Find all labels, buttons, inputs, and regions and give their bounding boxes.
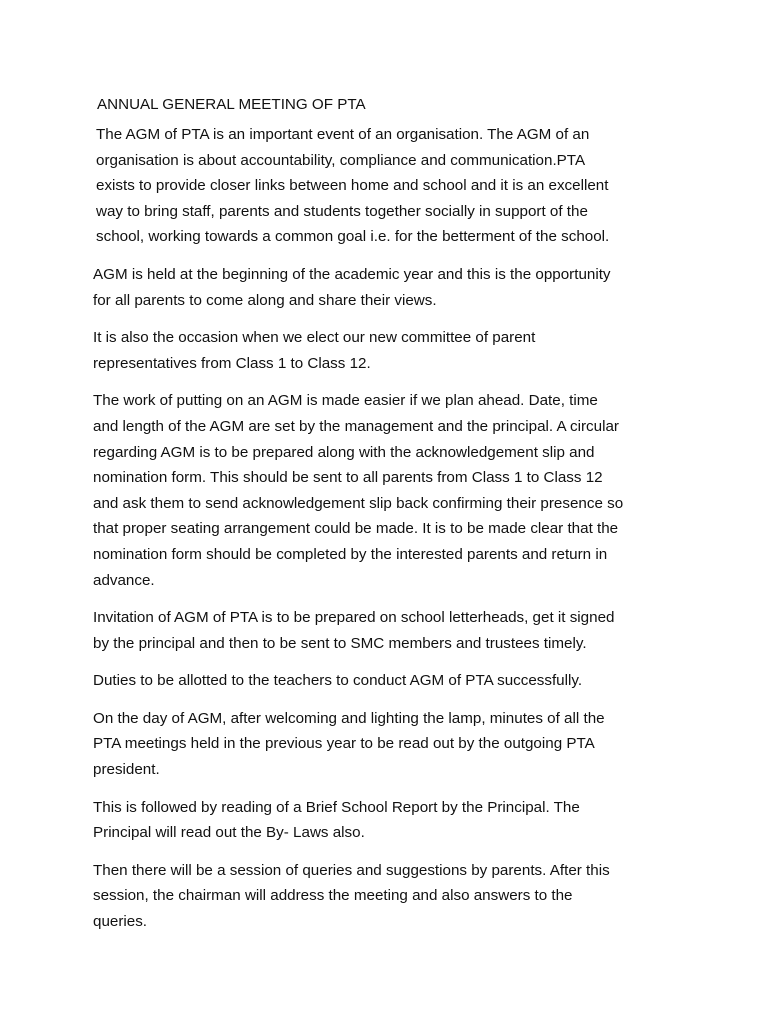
paragraph-intro: The AGM of PTA is an important event of an organisation. The AGM of an organisation is about accountability, compliance and communication.PTA exists to provide closer links between home and school and it is an excellent way to bring staff, parents and students together socially in support of the school, working towards a common goal i.e. for the betterment of the school. [96, 126, 610, 246]
paragraph-queries-session: Then there will be a session of queries and suggestions by parents. After this session, the chairman will address the meeting and also answers to the queries. [93, 861, 610, 931]
paragraph-invitation: Invitation of AGM of PTA is to be prepared on school letterheads, get it signed by the principal and then to be sent to SMC members and trustees timely. [93, 609, 615, 652]
paragraph-duties: Duties to be allotted to the teachers to conduct AGM of PTA successfully. [93, 672, 583, 690]
paragraph-day-of-agm: On the day of AGM, after welcoming and lighting the lamp, minutes of all the PTA meetings held in the previous year to be read out by the outgoing PTA president. [93, 709, 605, 779]
paragraph-planning: The work of putting on an AGM is made easier if we plan ahead. Date, time and length of the AGM are set by the management and the principal. A circular regarding AGM is to be prepared along with the acknowledgement slip and nomination form. This should be sent to all parents from Class 1 to Class 12 and ask them to send acknowledgement slip back confirming their presence so that proper seating arrangement could be made. It is to be made clear that the nomination form should be completed by the interested parents and return in advance. [93, 392, 624, 589]
document-title: ANNUAL GENERAL MEETING OF PTA [97, 96, 366, 113]
paragraph-agm-timing: AGM is held at the beginning of the academic year and this is the opportunity for all parents to come along and share their views. [93, 265, 611, 309]
document-body [93, 94, 673, 947]
paragraph-school-report: This is followed by reading of a Brief School Report by the Principal. The Principal will read out the By- Laws also. [93, 798, 580, 842]
paragraph-committee-election: It is also the occasion when we elect our new committee of parent representatives from Class 1 to Class 12. [93, 329, 536, 372]
